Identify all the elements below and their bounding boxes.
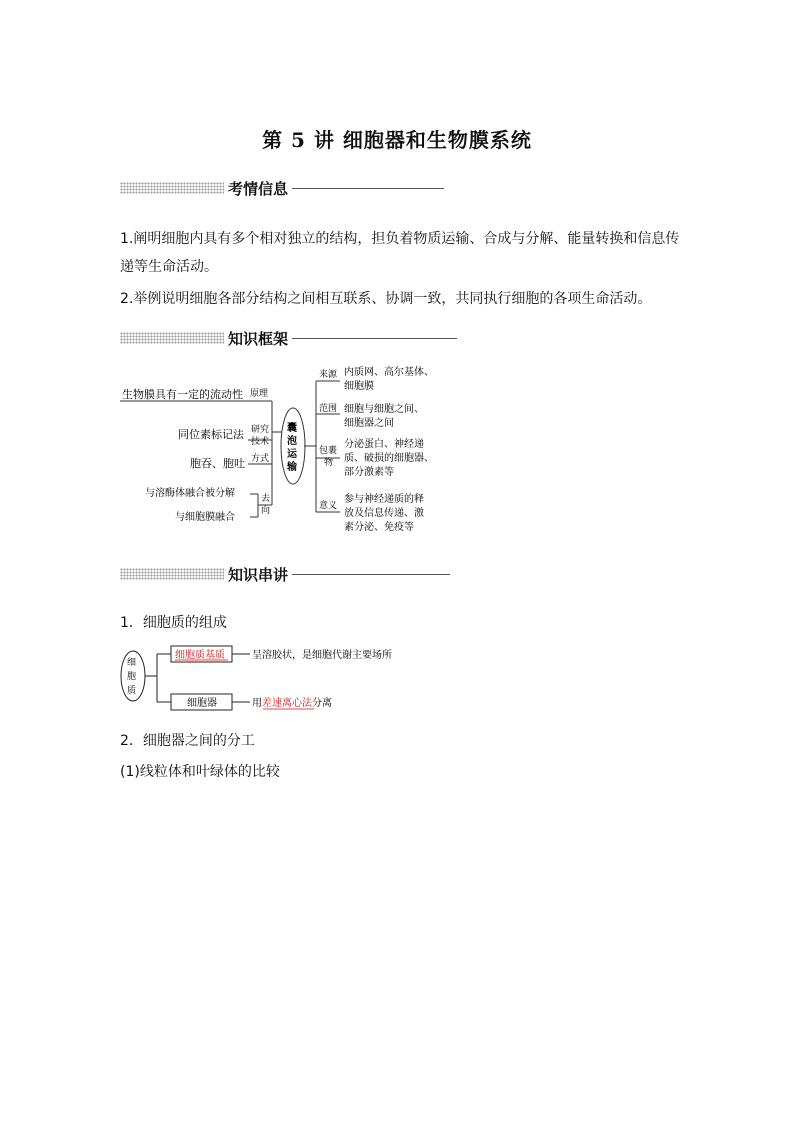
cargo-text-line3: 部分激素等 [344,467,394,478]
cargo-tag-line2: 物 [324,458,334,468]
header-rule [292,188,444,189]
method-tag-line2: 技术 [251,437,270,447]
organelle-description [252,696,332,709]
dest-tag-line1: 去 [261,494,271,504]
cargo-text-line1: 分泌蛋白、神经递 [344,439,424,450]
center-char-1: 囊 [287,423,297,434]
meaning-text-line2: 放及信息传递、激 [344,508,424,519]
cargo-tag-line1: 包裹 [319,446,338,456]
range-text-line1: 细胞与细胞之间、 [344,404,424,415]
section-header-chuanjiang [120,564,455,584]
section-label: 考情信息 [228,180,289,198]
cytoplasm-diagram [0,640,794,720]
heading-cytoplasm: 1．细胞质的组成 [120,615,227,631]
kaoqing-item-1: 1.阐明细胞内具有多个相对独立的结构，担负着物质运输、合成与分解、能量转换和信息传递等生命活动。 [120,231,680,275]
center-char-3: 运 [287,449,297,460]
dot-pattern [120,568,224,580]
header-rule [292,574,450,575]
kaoqing-item-2: 2.举例说明细胞各部分结构之间相互联系、协调一致，共同执行细胞的各项生命活动。 [120,291,652,307]
page-title: 第 5 讲 细胞器和生物膜系统 [262,128,532,152]
dest-text-1: 与溶酶体融合被分解 [145,488,235,499]
source-text-line2: 细胞膜 [344,381,374,392]
source-text-line1: 内质网、高尔基体、 [344,367,434,378]
cytosol-description: 呈溶胶状，是细胞代谢主要场所 [252,650,392,661]
method-text: 同位素标记法 [178,428,244,441]
method-tag-line1: 研究 [251,425,270,435]
heading-mito-chloro-compare: (1)线粒体和叶绿体的比较 [120,764,280,780]
meaning-text-line3: 素分泌、免疫等 [344,522,414,533]
source-tag: 来源 [319,370,338,380]
knowledge-framework-diagram [0,360,794,560]
meaning-tag: 意义 [319,501,338,511]
desc-suffix: 分离 [312,698,332,709]
principle-text: 生物膜具有一定的流动性 [122,388,243,401]
desc-prefix: 用 [252,698,262,709]
section-label: 知识框架 [228,330,289,348]
way-tag: 方式 [251,454,270,464]
center-char-2: 泡 [287,436,297,447]
way-text: 胞吞、胞吐 [190,457,245,470]
differential-centrifugation-text: 差速离心法 [262,698,312,709]
circle-char-2: 胞 [127,672,137,682]
circle-char-3: 质 [127,686,137,696]
dot-pattern [120,182,224,194]
dot-pattern [120,332,224,344]
box-organelle-label: 细胞器 [187,698,217,709]
cargo-text-line2: 质、破损的细胞器、 [344,453,434,464]
meaning-text-line1: 参与神经递质的释 [344,494,424,505]
section-header-kaoqing [120,178,450,198]
range-tag: 范围 [319,404,338,414]
range-text-line2: 细胞器之间 [344,418,394,429]
dest-tag-line2: 向 [261,506,271,516]
principle-tag: 原理 [250,389,269,399]
section-label: 知识串讲 [228,566,289,584]
header-rule [292,338,457,339]
heading-organelle-division: 2．细胞器之间的分工 [120,733,255,749]
section-header-kuangjia [120,328,460,348]
circle-char-1: 细 [127,658,137,668]
center-char-4: 输 [287,462,297,473]
dest-text-2: 与细胞膜融合 [175,512,235,523]
box-cytosol-label: 细胞质基质 [175,650,225,661]
